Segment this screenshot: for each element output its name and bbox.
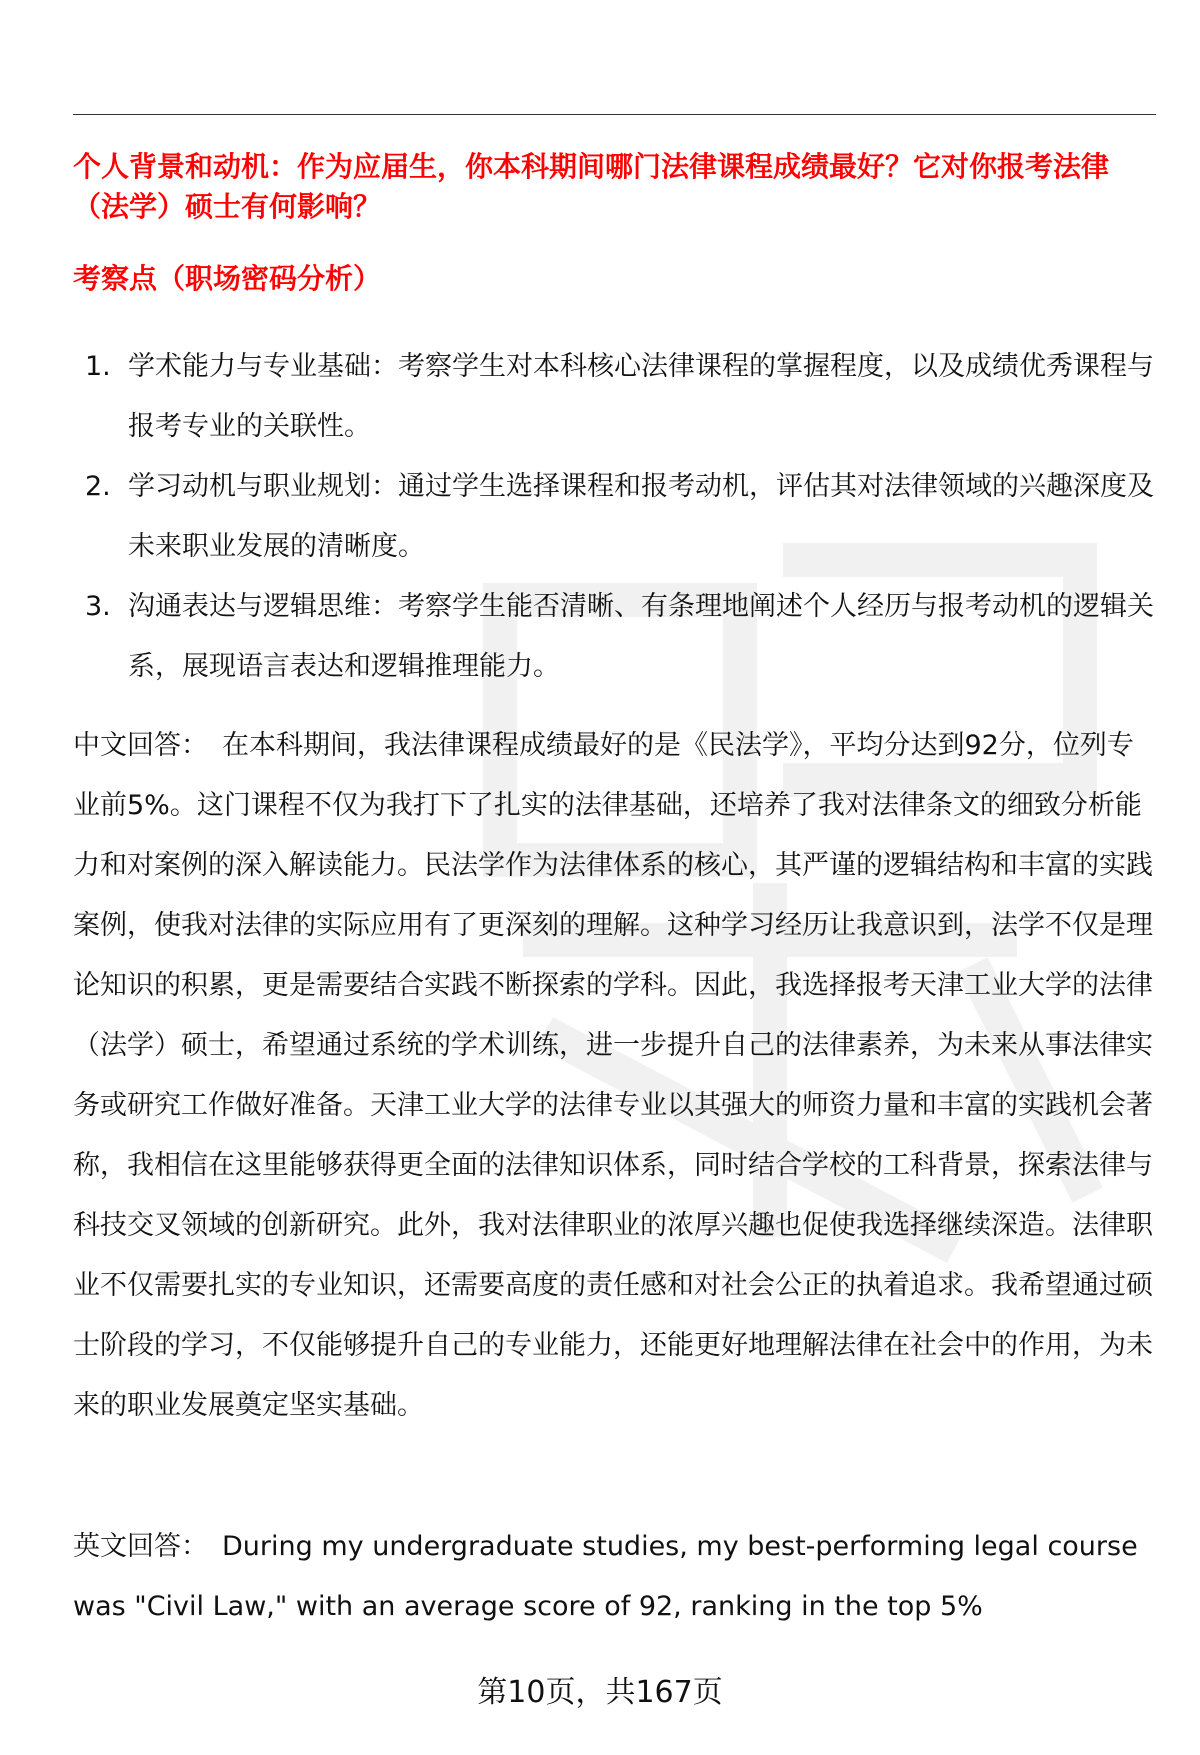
list-item	[73, 577, 1155, 697]
top-divider	[73, 114, 1156, 115]
chinese-answer	[73, 716, 1153, 1436]
english-answer	[73, 1517, 1153, 1637]
list-item	[73, 457, 1155, 577]
question-heading: 个人背景和动机：作为应届生，你本科期间哪门法律课程成绩最好？它对你报考法律（法学）硕士有何影响？	[73, 150, 1110, 223]
list-number: 1.	[85, 351, 111, 382]
chinese-answer-text: 在本科期间，我法律课程成绩最好的是《民法学》，平均分达到92分，位列专业前5%。这门课程不仅为我打下了扎实的法律基础，还培养了我对法律条文的细致分析能力和对案例的深入解读能力。民法学作为法律体系的核心，其严谨的逻辑结构和丰富的实践案例，使我对法律的实际应用有了更深刻的理解。这种学习经历让我意识到，法学不仅是理论知识的积累，更是需要结合实践不断探索的学科。因此，我选择报考天津工业大学的法律（法学）硕士，希望通过系统的学术训练，进一步提升自己的法律素养，为未来从事法律实务或研究工作做好准备。天津工业大学的法律专业以其强大的师资力量和丰富的实践机会著称，我相信在这里能够获得更全面的法律知识体系，同时结合学校的工科背景，探索法律与科技交叉领域的创新研究。此外，我对法律职业的浓厚兴趣也促使我选择继续深造。法律职业不仅需要扎实的专业知识，还需要高度的责任感和对社会公正的执着追求。我希望通过硕士阶段的学习，不仅能够提升自己的专业能力，还能更好地理解法律在社会中的作用，为未来的职业发展奠定坚实基础。	[73, 730, 1153, 1421]
chinese-answer-label: 中文回答：	[73, 730, 208, 761]
english-answer-label: 英文回答：	[73, 1531, 208, 1562]
list-number: 3.	[85, 591, 111, 622]
section-title: 考察点（职场密码分析）	[73, 262, 382, 295]
list-item-text: 沟通表达与逻辑思维：考察学生能否清晰、有条理地阐述个人经历与报考动机的逻辑关系，展现语言表达和逻辑推理能力。	[128, 591, 1154, 682]
english-answer-text: During my undergraduate studies, my best-performing legal course was "Civil Law," with an average score of 92, ranking in the top 5%	[73, 1531, 1138, 1622]
list-item-text: 学术能力与专业基础：考察学生对本科核心法律课程的掌握程度，以及成绩优秀课程与报考专业的关联性。	[128, 351, 1154, 442]
list-number: 2.	[85, 471, 111, 502]
list-item-text: 学习动机与职业规划：通过学生选择课程和报考动机，评估其对法律领域的兴趣深度及未来职业发展的清晰度。	[128, 471, 1154, 562]
page-number: 第10页，共167页	[477, 1675, 723, 1710]
assessment-points-list	[73, 337, 1155, 697]
list-item	[73, 337, 1155, 457]
